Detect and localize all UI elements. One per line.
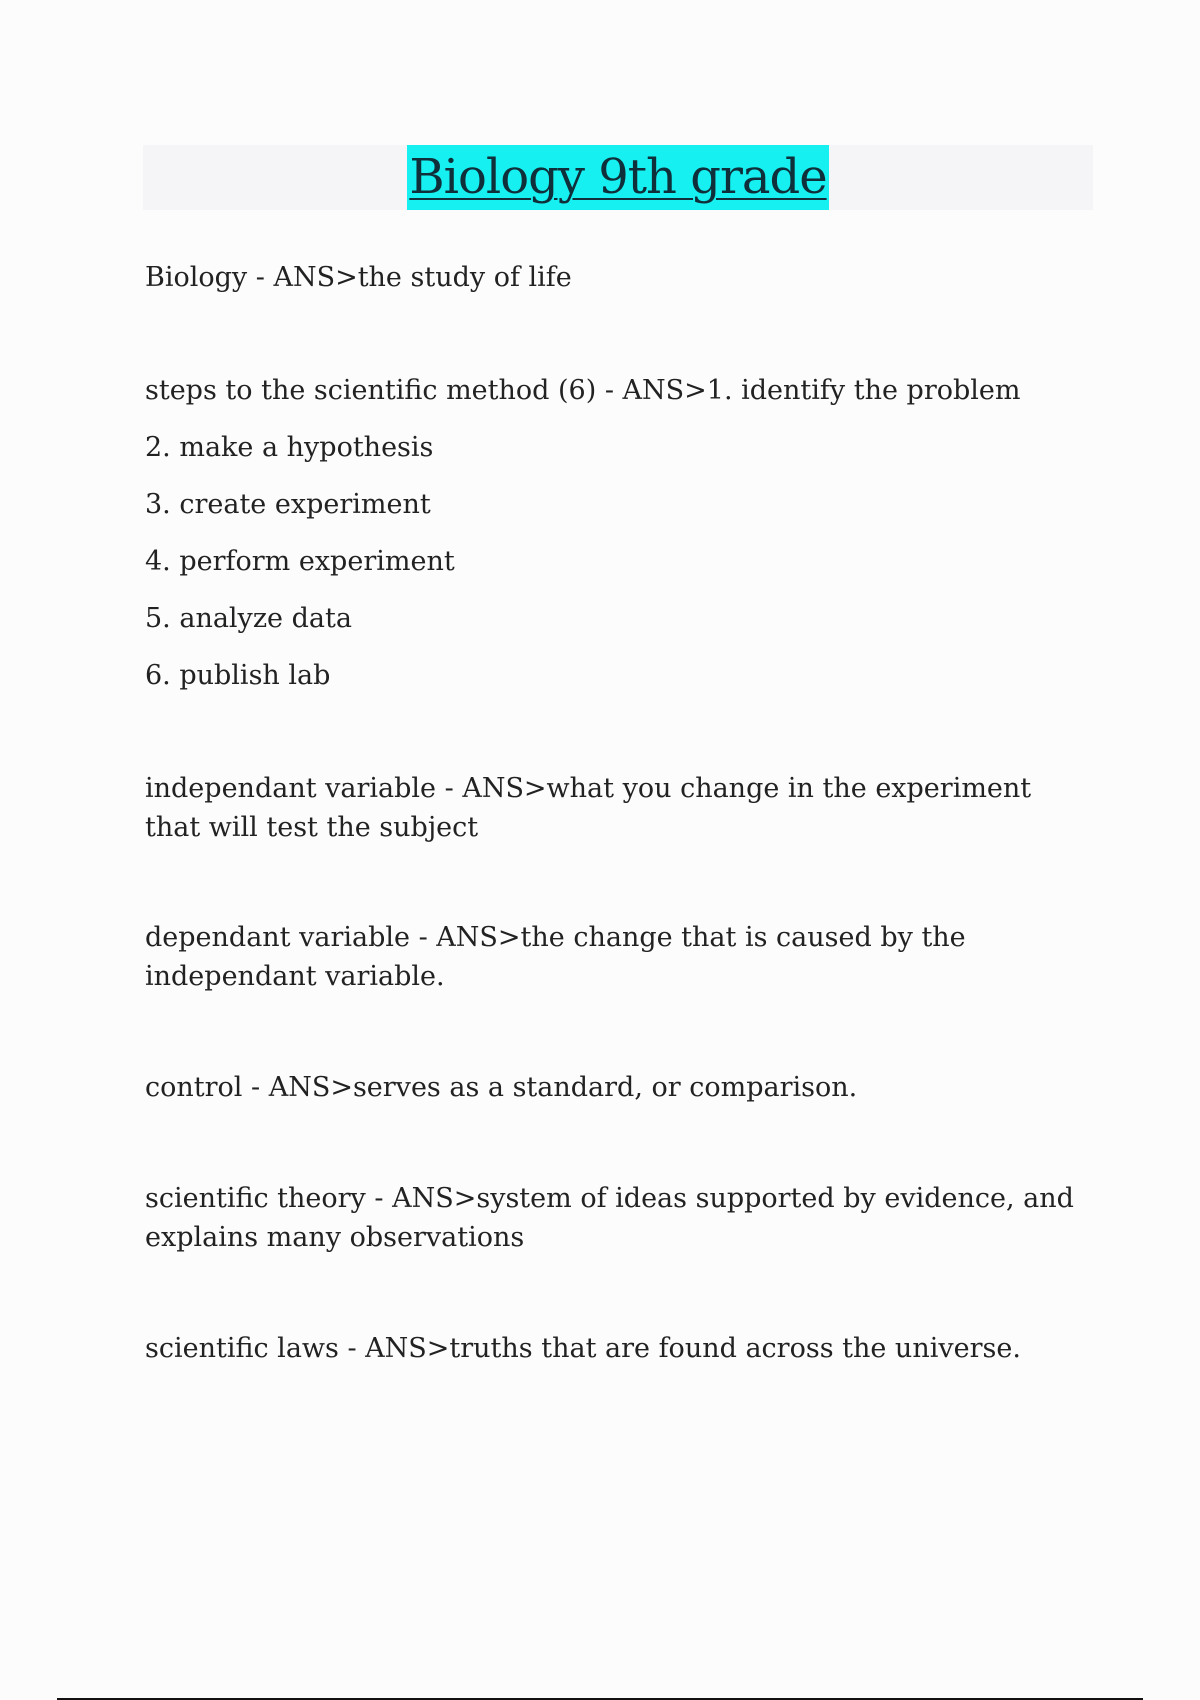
entry-control: control - ANS>serves as a standard, or comparison. — [145, 1072, 858, 1103]
document-body — [145, 258, 1085, 1368]
entry-step-2: 2. make a hypothesis — [145, 432, 434, 463]
entry-step-5: 5. analyze data — [145, 603, 352, 634]
page-title: Biology 9th grade — [407, 145, 828, 210]
entry-step-6: 6. publish lab — [145, 660, 331, 691]
entry-dependant-variable: dependant variable - ANS>the change that is caused by the independant variable. — [145, 922, 966, 992]
entry-scientific-theory: scientific theory - ANS>system of ideas supported by evidence, and explains many observations — [145, 1183, 1074, 1253]
title-bar — [143, 145, 1093, 210]
entry-biology: Biology - ANS>the study of life — [145, 262, 572, 293]
entry-scientific-laws: scientific laws - ANS>truths that are found across the universe. — [145, 1333, 1021, 1364]
entry-step-3: 3. create experiment — [145, 489, 431, 520]
entry-independant-variable: independant variable - ANS>what you change in the experiment that will test the subject — [145, 773, 1032, 843]
entry-step-4: 4. perform experiment — [145, 546, 455, 577]
entry-scientific-method: steps to the scientific method (6) - ANS>1. identify the problem — [145, 375, 1021, 406]
